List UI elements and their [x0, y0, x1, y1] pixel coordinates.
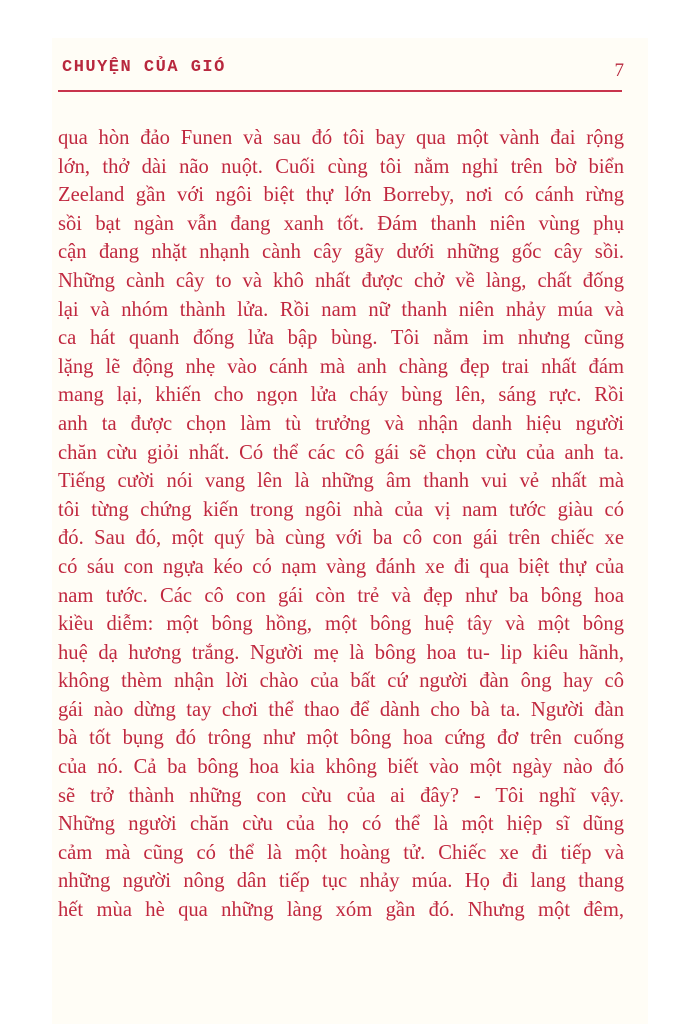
text-line: lại và nhóm thành lửa. Rồi nam nữ thanh niên nhảy múa và	[58, 298, 624, 321]
text-line: qua hòn đảo Funen và sau đó tôi bay qua một vành đai rộng	[58, 127, 624, 149]
text-line: mang lại, khiến cho ngọn lửa cháy bùng lên, sáng rực. Rồi	[58, 384, 624, 407]
text-line: huệ dạ hương trắng. Người mẹ là bông hoa tu- lip kiêu hãnh,	[58, 641, 624, 664]
text-line: cảm mà cũng có thể là một hoàng tử. Chiếc xe đi tiếp và	[58, 841, 624, 864]
text-line: nam tước. Các cô con gái còn trẻ và đẹp như ba bông hoa	[58, 584, 624, 607]
text-line: anh ta được chọn làm tù trưởng và nhận danh hiệu người	[58, 412, 624, 435]
text-line: ca hát quanh đống lửa bập bùng. Tôi nằm im nhưng cũng	[58, 327, 624, 350]
text-line: kiều diễm: một bông hồng, một bông huệ tây và một bông	[58, 613, 624, 636]
text-line: đó. Sau đó, một quý bà cùng với ba cô con gái trên chiếc xe	[58, 527, 624, 550]
text-line: gái nào dừng tay chơi thể thao để dành cho bà ta. Người đàn	[58, 698, 624, 721]
header-rule	[58, 90, 622, 92]
body-text	[58, 124, 624, 925]
running-title: CHUYỆN CỦA GIÓ	[62, 58, 226, 77]
text-line: Những người chăn cừu của họ có thể là một hiệp sĩ dũng	[58, 813, 624, 836]
text-line: sẽ trở thành những con cừu của ai đây? - Tôi nghĩ vậy.	[58, 784, 624, 807]
text-line: những người nông dân tiếp tục nhảy múa. Họ đi lang thang	[58, 870, 624, 893]
text-line: lặng lẽ động nhẹ vào cánh mà anh chàng đẹp trai nhất đám	[58, 355, 624, 378]
text-line: cận đang nhặt nhạnh cành cây gãy dưới những gốc cây sồi.	[58, 241, 624, 264]
text-line: Zeeland gần với ngôi biệt thự lớn Borreby, nơi có cánh rừng	[58, 184, 624, 207]
text-line: tôi từng chứng kiến trong ngôi nhà của vị nam tước giàu có	[58, 498, 624, 521]
text-line: có sáu con ngựa kéo có nạm vàng đánh xe đi qua biệt thự của	[58, 555, 624, 578]
text-line: Tiếng cười nói vang lên là những âm thanh vui vẻ nhất mà	[58, 470, 624, 493]
text-line: bà tốt bụng đó trông như một bông hoa cứng đơ trên cuống	[58, 727, 624, 750]
text-line: lớn, thở dài não nuột. Cuối cùng tôi nằm nghỉ trên bờ biển	[58, 155, 624, 178]
text-line: không thèm nhận lời chào của bất cứ người đàn ông hay cô	[58, 670, 624, 693]
text-line: hết mùa hè qua những làng xóm gần đó. Nhưng một đêm,	[58, 899, 624, 922]
page-header	[60, 56, 624, 86]
page-number: 7	[614, 60, 624, 81]
text-line: Những cành cây to và khô nhất được chở về làng, chất đống	[58, 269, 624, 292]
text-line: chăn cừu giỏi nhất. Có thể các cô gái sẽ chọn cừu của anh ta.	[58, 441, 624, 464]
text-line: sồi bạt ngàn vẫn đang xanh tốt. Đám thanh niên vùng phụ	[58, 212, 624, 235]
text-line: của nó. Cả ba bông hoa kia không biết vào một ngày nào đó	[58, 756, 624, 779]
